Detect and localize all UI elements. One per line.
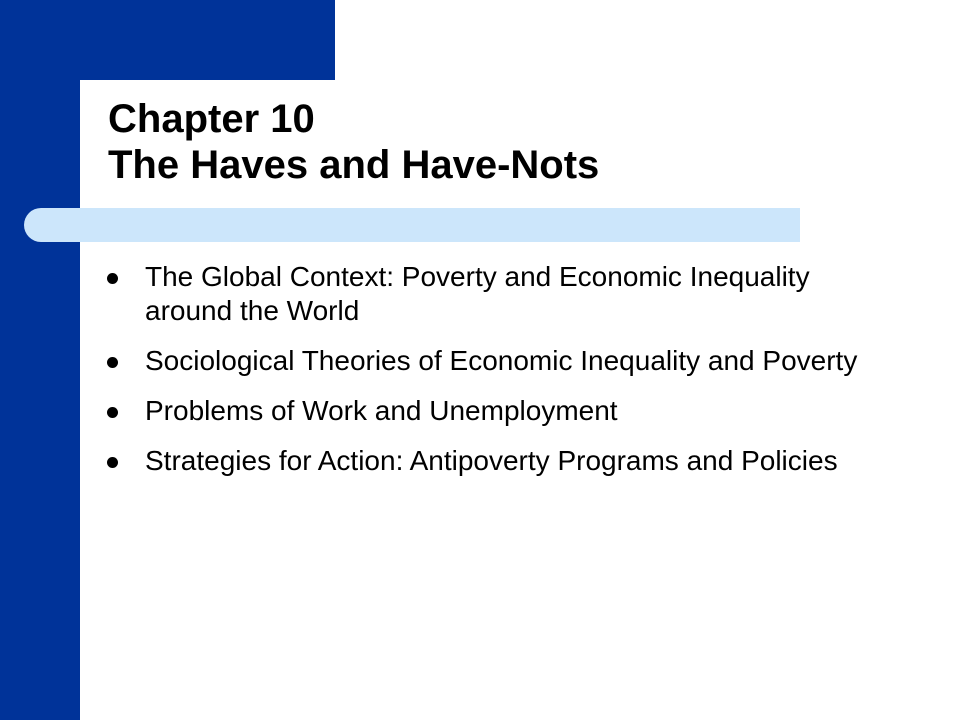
bullet-text: Sociological Theories of Economic Inequality and Poverty bbox=[145, 345, 858, 376]
bullet-item bbox=[106, 260, 886, 328]
bullet-text: Strategies for Action: Antipoverty Programs and Policies bbox=[145, 445, 838, 476]
left-accent-band bbox=[0, 0, 80, 720]
top-accent-band bbox=[0, 0, 335, 80]
bullet-dot-icon bbox=[107, 407, 118, 418]
slide-title bbox=[108, 96, 599, 188]
bullet-item bbox=[106, 344, 886, 378]
bullet-list bbox=[106, 260, 886, 494]
bullet-dot-icon bbox=[107, 273, 118, 284]
title-underline-bar bbox=[24, 208, 800, 242]
bullet-text: The Global Context: Poverty and Economic Inequality around the World bbox=[145, 261, 810, 326]
bullet-text: Problems of Work and Unemployment bbox=[145, 395, 618, 426]
bullet-dot-icon bbox=[107, 457, 118, 468]
title-line-subject: The Haves and Have-Nots bbox=[108, 143, 600, 187]
bullet-item bbox=[106, 444, 886, 478]
bullet-dot-icon bbox=[107, 357, 118, 368]
bullet-item bbox=[106, 394, 886, 428]
title-line-chapter: Chapter 10 bbox=[108, 97, 315, 141]
